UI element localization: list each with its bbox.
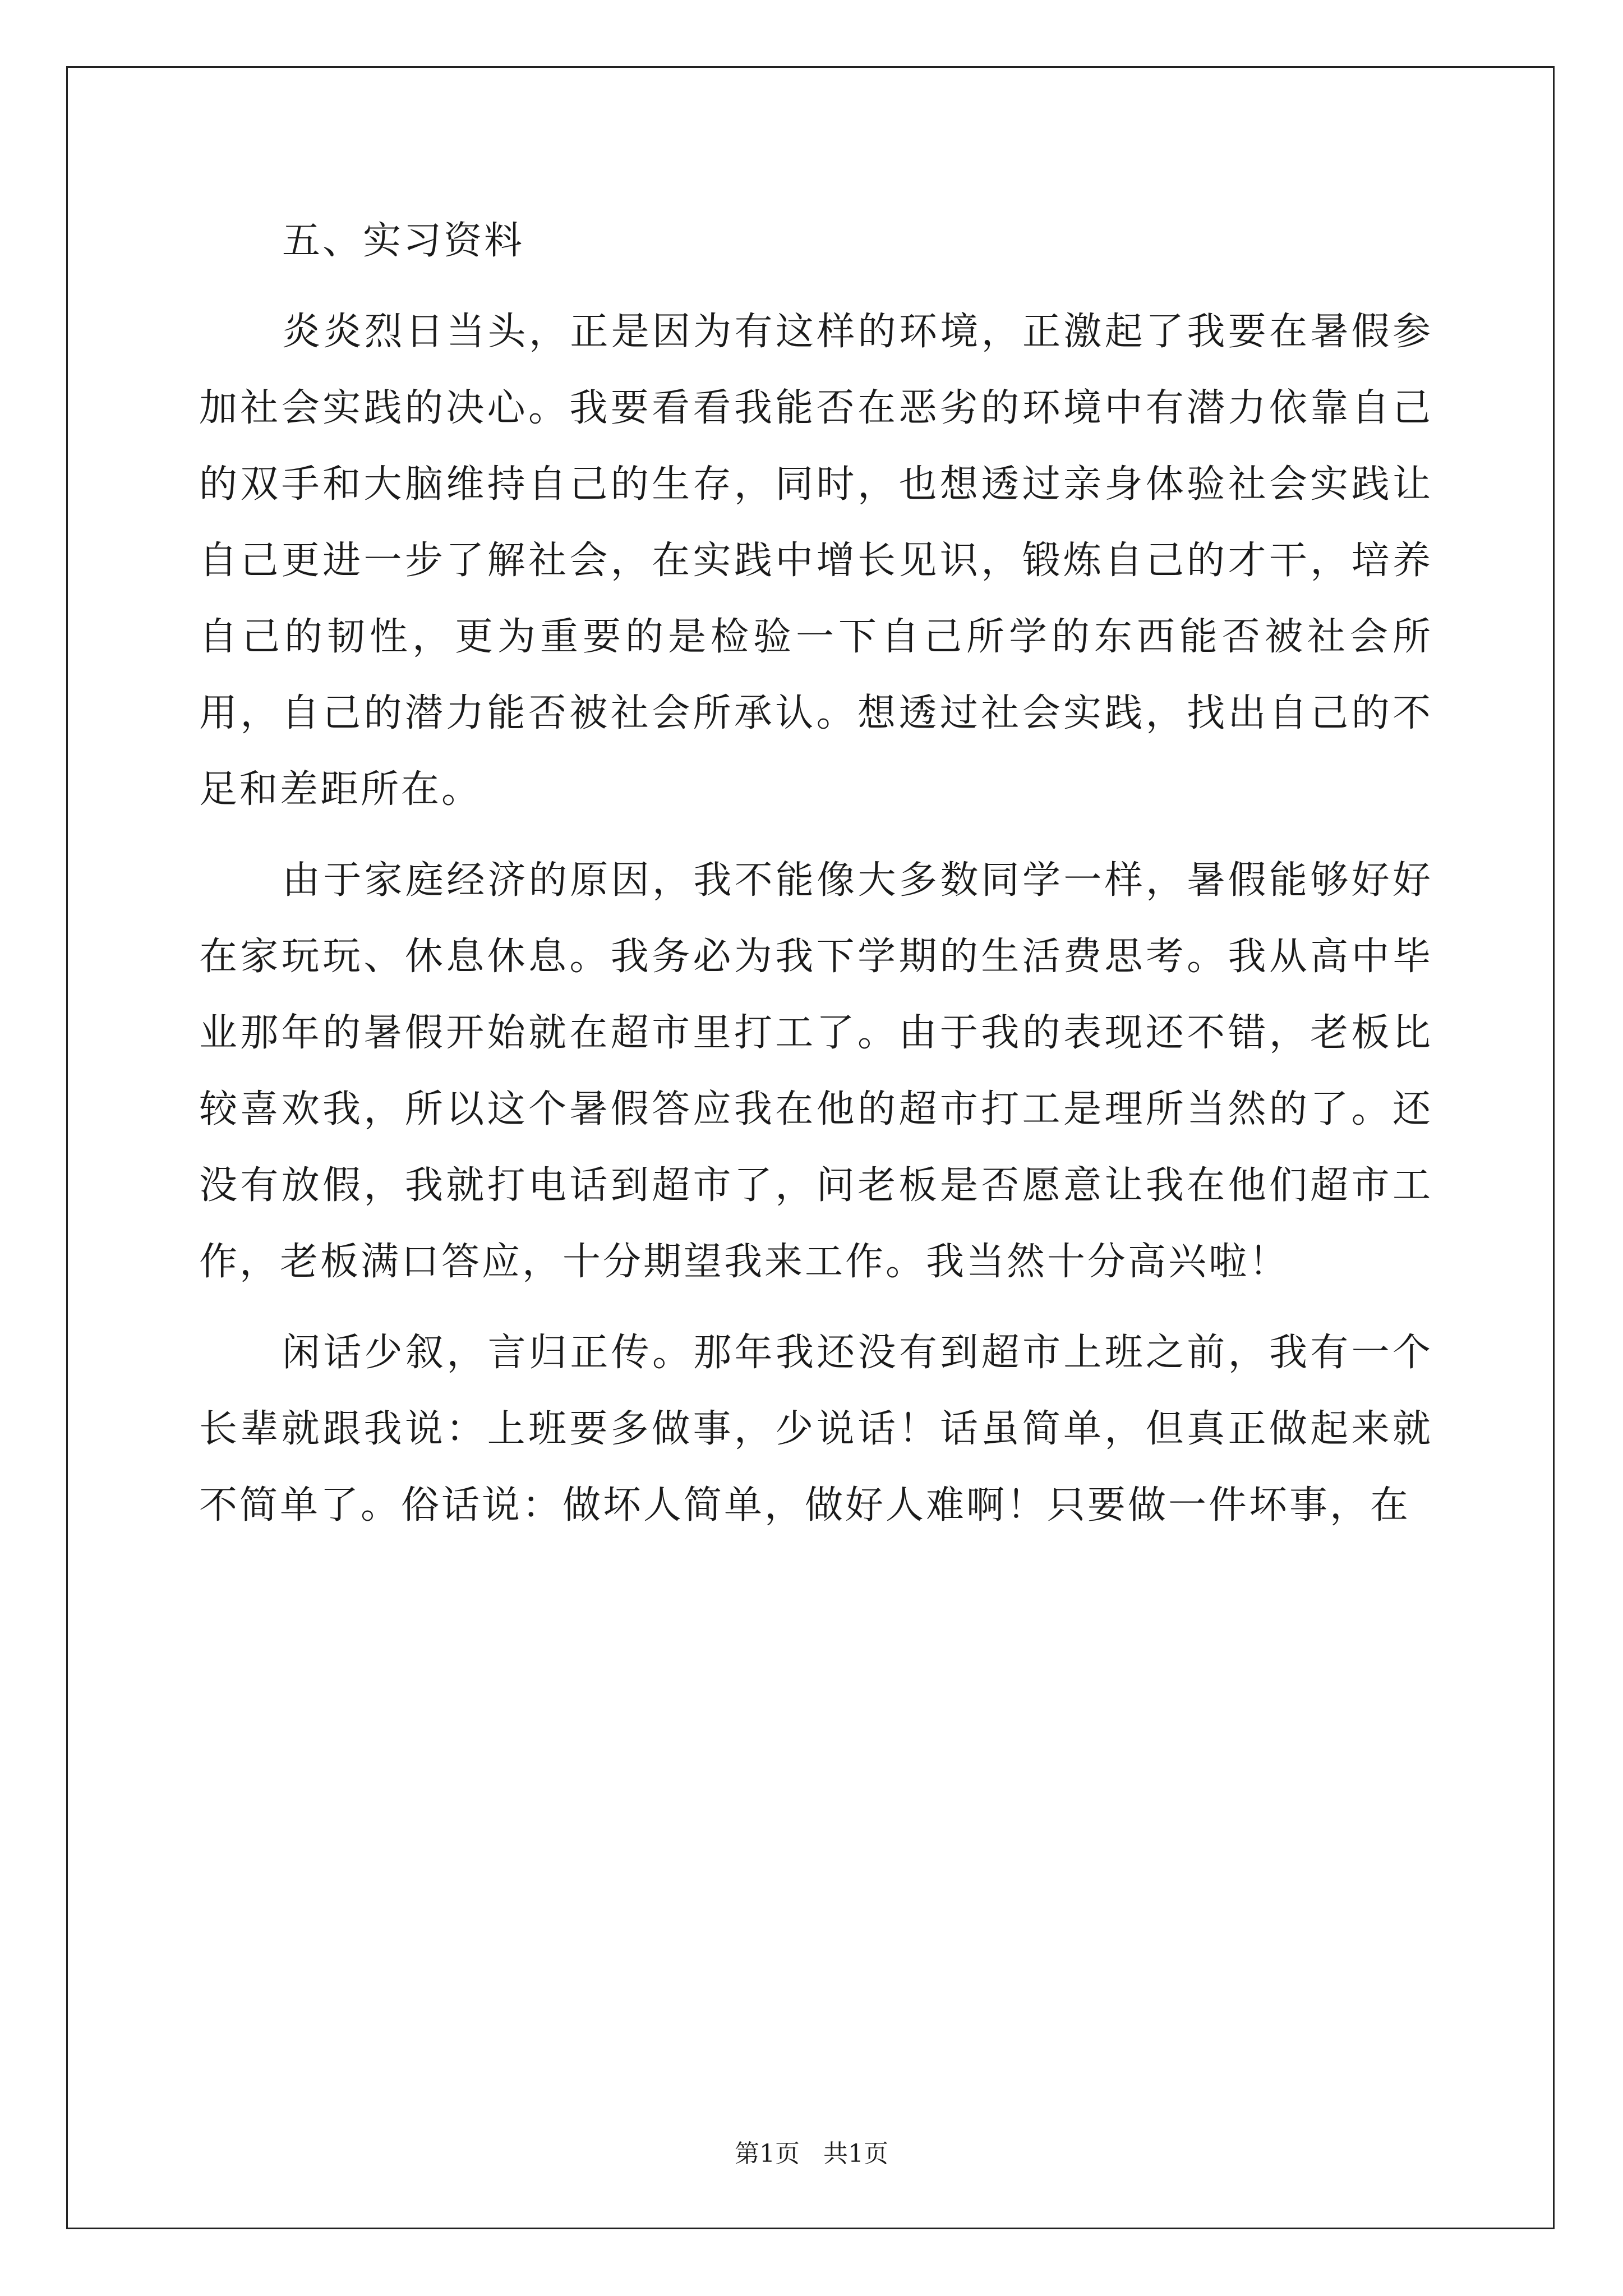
page-footer: 第1页 共1页 <box>735 2139 888 2168</box>
paragraph-2: 由于家庭经济的原因，我不能像大多数同学一样，暑假能够好好在家玩玩、休息休息。我务必为我下学期的生活费思考。我从高中毕业那年的暑假开始就在超市里打工了。由于我的表现还不错，老板比较喜欢我，所以这个暑假答应我在他的超市打工是理所当然的了。还没有放假，我就打电话到超市了，问老板是否愿意让我在他们超市工作，老板满口答应，十分期望我来工作。我当然十分高兴啦！ <box>199 858 1433 1284</box>
paragraph-3: 闲话少叙，言归正传。那年我还没有到超市上班之前，我有一个长辈就跟我说：上班要多做事，少说话！话虽简单，但真正做起来就不简单了。俗话说：做坏人简单，做好人难啊！只要做一件坏事，在 <box>199 1331 1433 1527</box>
paragraph-1: 炎炎烈日当头，正是因为有这样的环境，正激起了我要在暑假参加社会实践的决心。我要看看我能否在恶劣的环境中有潜力依靠自己的双手和大脑维持自己的生存，同时，也想透过亲身体验社会实践让自己更进一步了解社会，在实践中增长见识，锻炼自己的才干，培养自己的韧性，更为重要的是检验一下自己所学的东西能否被社会所用，自己的潜力能否被社会所承认。想透过社会实践，找出自己的不足和差距所在。 <box>199 310 1433 812</box>
document-body <box>199 203 1433 1558</box>
section-heading: 五、实习资料 <box>282 219 525 263</box>
